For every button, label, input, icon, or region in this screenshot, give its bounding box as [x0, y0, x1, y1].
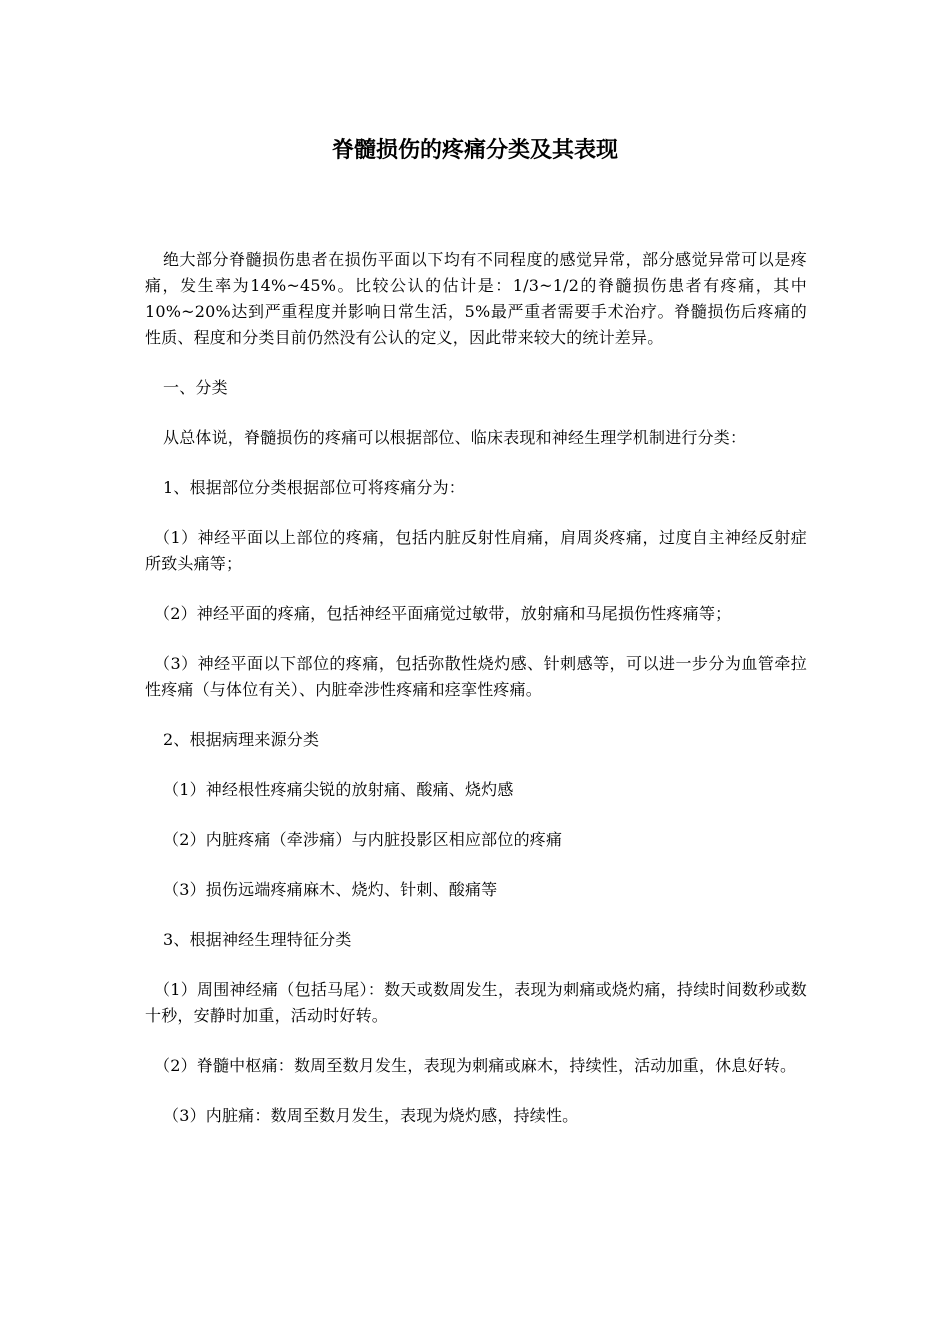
section-heading-classification: 一、分类 [163, 378, 228, 397]
subheading-by-neurophysiology: 3、根据神经生理特征分类 [163, 930, 352, 949]
pathology-item-3: （3）损伤远端疼痛麻木、烧灼、针刺、酸痛等 [163, 880, 498, 899]
classification-overview: 从总体说，脊髓损伤的疼痛可以根据部位、临床表现和神经生理学机制进行分类： [163, 428, 747, 447]
neurophysiology-item-3: （3）内脏痛：数周至数月发生，表现为烧灼感，持续性。 [163, 1106, 579, 1125]
neurophysiology-item-1: （1）周围神经痛（包括马尾）：数天或数周发生，表现为刺痛或烧灼痛，持续时间数秒或数十秒，安静时加重，活动时好转。 [145, 980, 807, 1025]
document-title: 脊髓损伤的疼痛分类及其表现 [331, 137, 618, 163]
intro-paragraph: 绝大部分脊髓损伤患者在损伤平面以下均有不同程度的感觉异常，部分感觉异常可以是疼痛，发生率为14%~45%。比较公认的估计是：1/3~1/2的脊髓损伤患者有疼痛，其中10%~20%达到严重程度并影响日常生活，5%最严重者需要手术治疗。脊髓损伤后疼痛的性质、程度和分类目前仍然没有公认的定义，因此带来较大的统计差异。 [145, 250, 807, 347]
document-body [145, 247, 807, 1153]
location-item-2: （2）神经平面的疼痛，包括神经平面痛觉过敏带，放射痛和马尾损伤性疼痛等； [154, 604, 732, 623]
neurophysiology-item-2: （2）脊髓中枢痛：数周至数月发生，表现为刺痛或麻木，持续性，活动加重，休息好转。 [154, 1056, 797, 1075]
pathology-item-2: （2）内脏疼痛（牵涉痛）与内脏投影区相应部位的疼痛 [163, 830, 563, 849]
location-item-3: （3）神经平面以下部位的疼痛，包括弥散性烧灼感、针刺感等，可以进一步分为血管牵拉性疼痛（与体位有关）、内脏牵涉性疼痛和痉挛性疼痛。 [145, 654, 807, 699]
location-item-1: （1）神经平面以上部位的疼痛，包括内脏反射性肩痛，肩周炎疼痛，过度自主神经反射症所致头痛等； [145, 528, 807, 573]
subheading-by-location: 1、根据部位分类根据部位可将疼痛分为： [163, 478, 465, 497]
pathology-item-1: （1）神经根性疼痛尖锐的放射痛、酸痛、烧灼感 [163, 780, 514, 799]
subheading-by-pathology: 2、根据病理来源分类 [163, 730, 320, 749]
